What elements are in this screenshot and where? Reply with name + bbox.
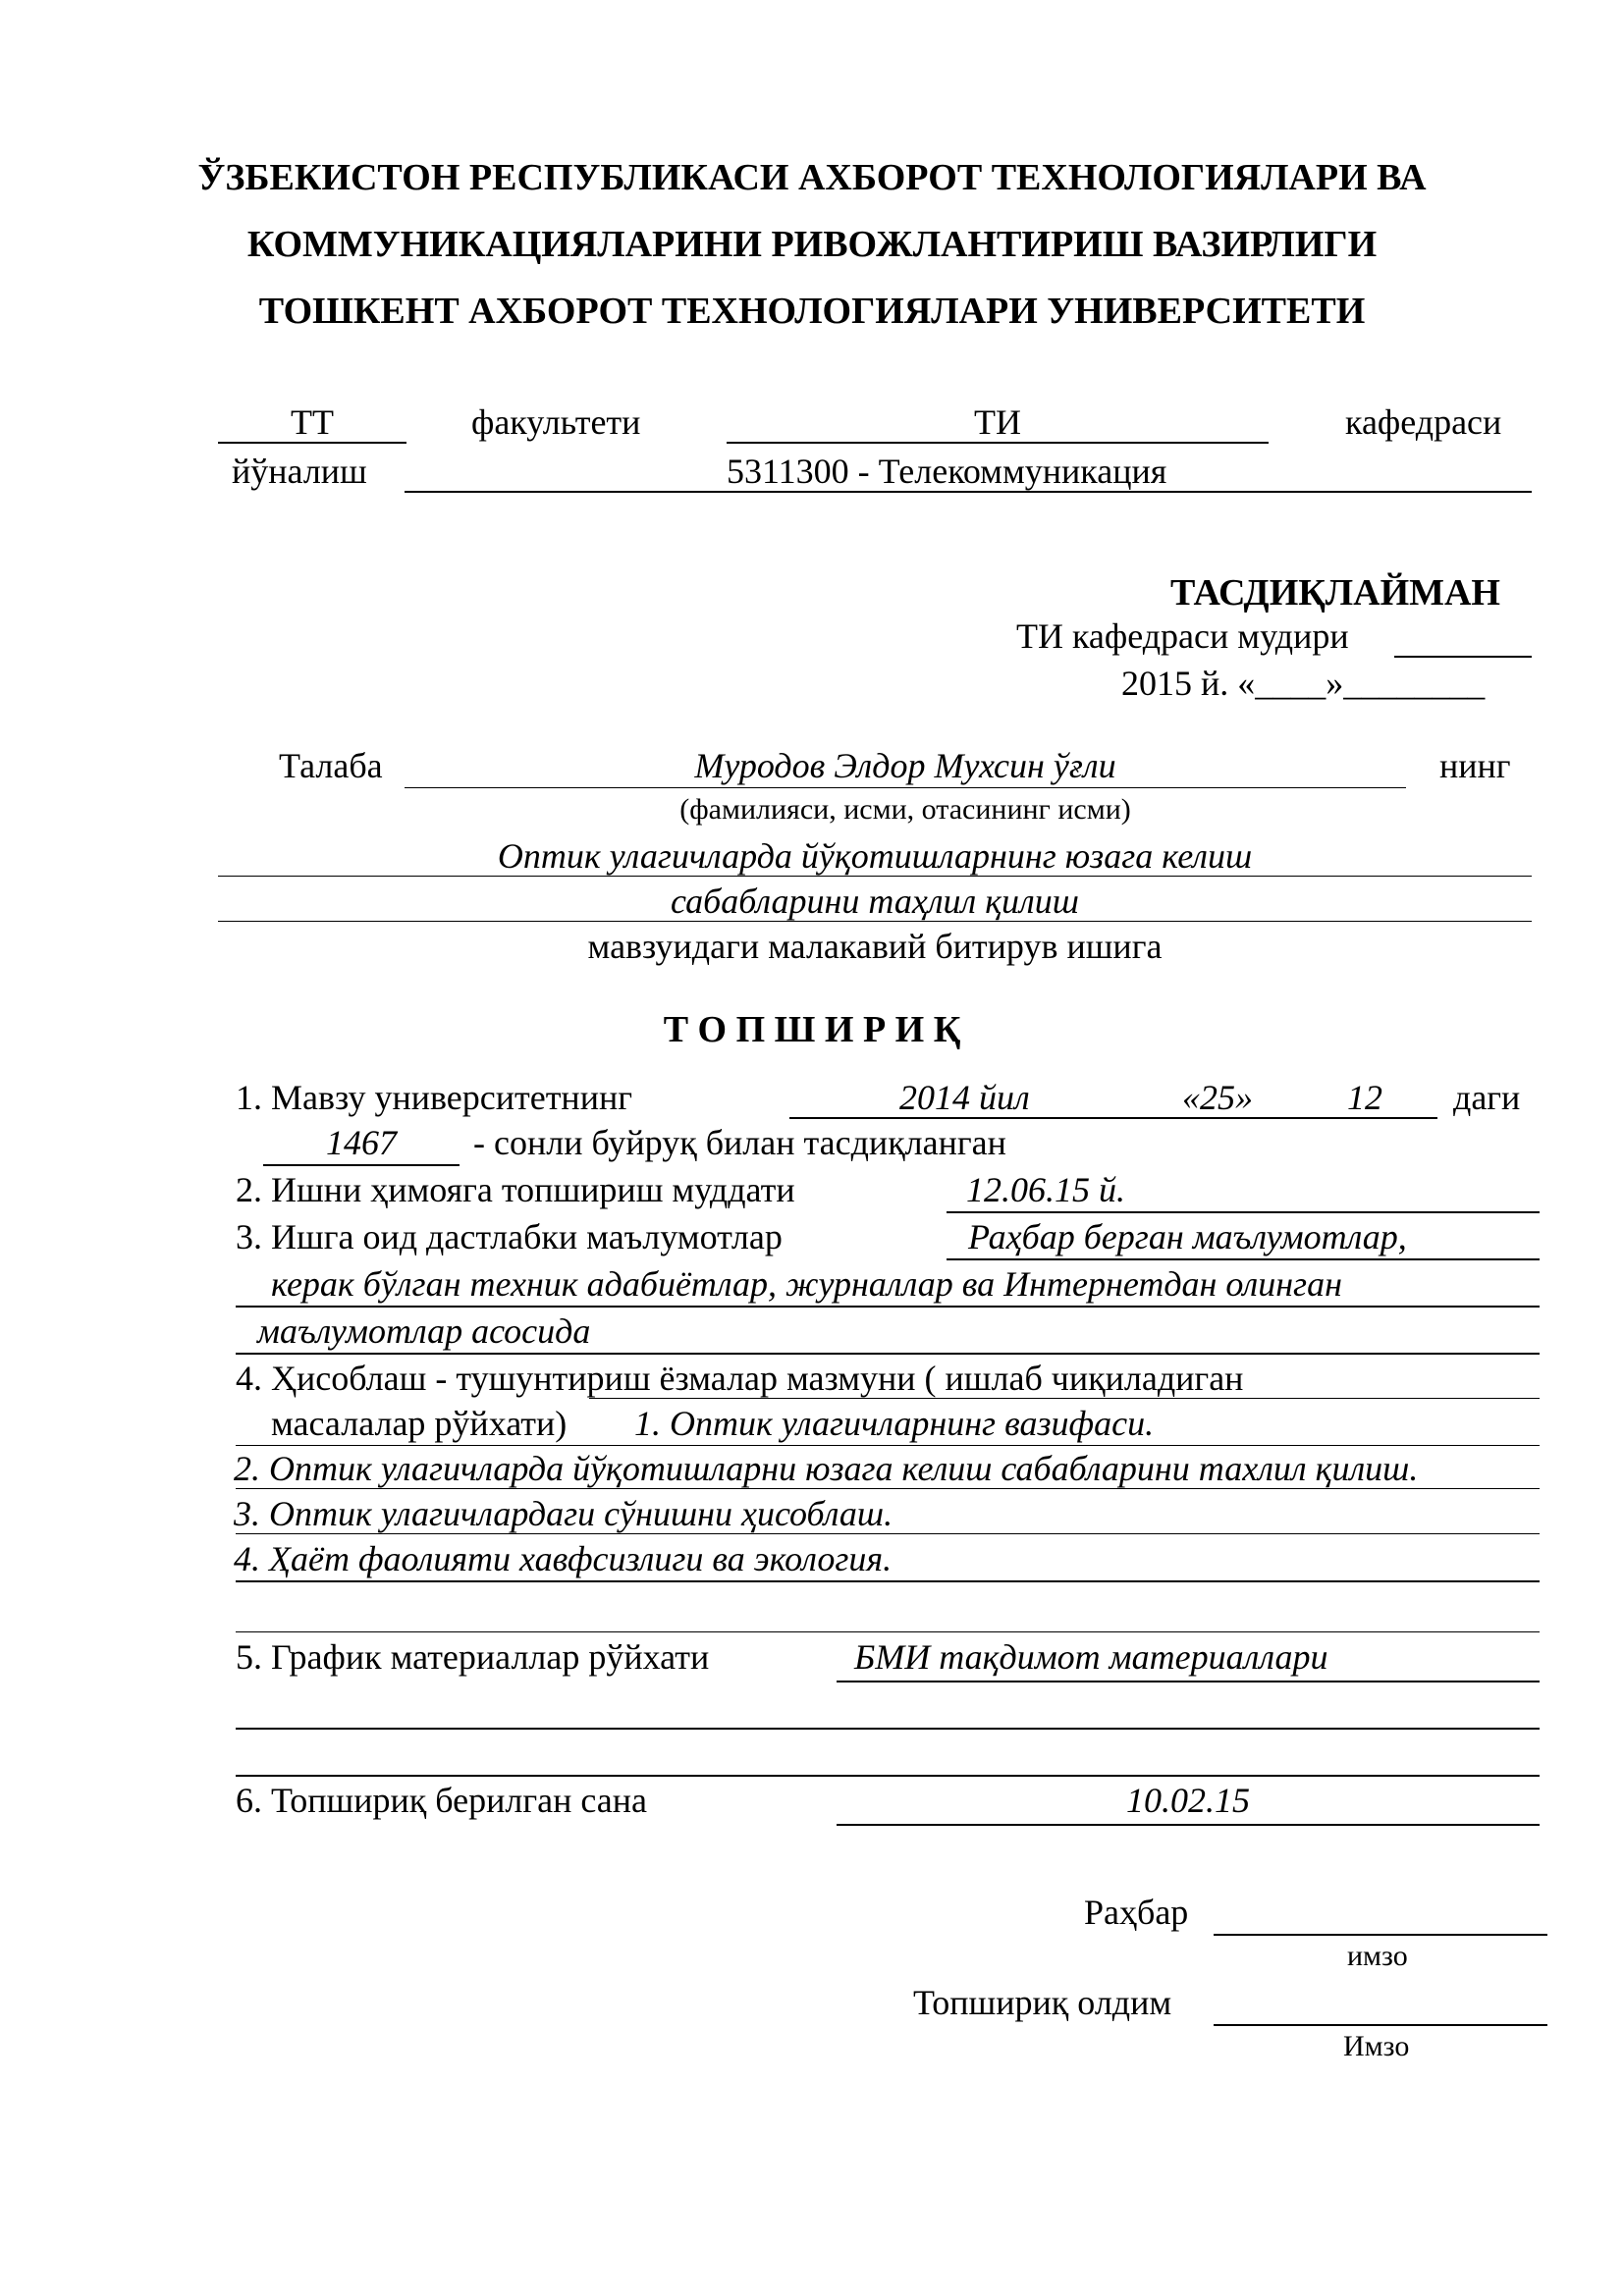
item5-blank-line-1 bbox=[236, 1728, 1540, 1730]
received-caption: Имзо bbox=[1343, 2030, 1410, 2062]
header-line-2: КОММУНИКАЦИЯЛАРИНИ РИВОЖЛАНТИРИШ ВАЗИРЛИГИ bbox=[246, 224, 1378, 265]
department-underline bbox=[727, 442, 1269, 444]
approval-title: ТАСДИҚЛАЙМАН bbox=[1170, 572, 1500, 614]
item3-line3-underline bbox=[236, 1353, 1540, 1355]
item4-task3: 3. Оптик улагичлардаги сўнишни ҳисоблаш. bbox=[234, 1494, 893, 1533]
header-line-1: ЎЗБЕКИСТОН РЕСПУБЛИКАСИ АХБОРОТ ТЕХНОЛОГИЯЛАРИ ВА bbox=[197, 157, 1427, 198]
item4-task2: 2. Оптик улагичларда йўқотишларни юзага келиш сабабларини тахлил қилиш. bbox=[234, 1449, 1419, 1488]
item3-label: 3. Ишга оид дастлабки маълумотлар bbox=[236, 1217, 783, 1256]
item1-month: 12 bbox=[1347, 1078, 1382, 1117]
item4-task4: 4. Ҳаёт фаолияти хавфсизлиги ва экология. bbox=[234, 1539, 893, 1578]
task-title: Т О П Ш И Р И Қ bbox=[663, 1009, 961, 1050]
item6-label: 6. Топшириқ берилган сана bbox=[236, 1781, 647, 1820]
received-signature-line bbox=[1214, 2024, 1547, 2026]
item4-task4-underline bbox=[236, 1580, 1540, 1582]
item2-label: 2. Ишни ҳимояга топшириш муддати bbox=[236, 1170, 795, 1209]
direction-underline bbox=[405, 491, 1532, 493]
approval-date: 2015 й. «____»________ bbox=[1121, 664, 1486, 703]
item5-blank-line-2 bbox=[236, 1775, 1540, 1777]
supervisor-signature-line bbox=[1214, 1934, 1547, 1936]
item4-task1-underline bbox=[236, 1445, 1540, 1446]
item3-line2-underline bbox=[236, 1306, 1540, 1308]
item2-underline bbox=[947, 1211, 1540, 1213]
approval-signature-line bbox=[1394, 656, 1532, 658]
item5-label: 5. График материаллар рўйхати bbox=[236, 1637, 710, 1677]
item3-value: Раҳбар берган маълумотлар, bbox=[968, 1217, 1407, 1256]
item4-task1: 1. Оптик улагичларнинг вазифаси. bbox=[634, 1404, 1155, 1443]
topic-line-1: Оптик улагичларда йўқотишларнинг юзага келиш bbox=[497, 836, 1253, 876]
item1-label: 1. Мавзу университетнинг bbox=[236, 1078, 632, 1117]
student-name: Муродов Элдор Мухсин ўғли bbox=[694, 746, 1116, 785]
received-label: Топшириқ олдим bbox=[913, 1983, 1172, 2022]
header-line-3: ТОШКЕНТ АХБОРОТ ТЕХНОЛОГИЯЛАРИ УНИВЕРСИТЕТИ bbox=[258, 291, 1366, 332]
item1-text2: - сонли буйруқ билан тасдиқланган bbox=[473, 1123, 1006, 1162]
student-suffix: нинг bbox=[1439, 746, 1511, 785]
topic-line-2: сабабларини таҳлил қилиш bbox=[671, 881, 1079, 921]
item1-suffix: даги bbox=[1453, 1078, 1521, 1117]
topic-suffix: мавзуидаги малакавий битирув ишига bbox=[587, 927, 1163, 966]
item1-order: 1467 bbox=[326, 1123, 397, 1162]
item3-underline bbox=[947, 1258, 1540, 1260]
student-caption: (фамилияси, исми, отасининг исми) bbox=[679, 793, 1131, 826]
item1-order-underline bbox=[263, 1164, 460, 1166]
item1-year: 2014 йил bbox=[899, 1078, 1030, 1117]
student-label: Талаба bbox=[279, 746, 383, 785]
item1-date-underline bbox=[789, 1117, 1437, 1119]
topic-line-1-underline bbox=[218, 876, 1532, 877]
item4-blank-line bbox=[236, 1631, 1540, 1632]
approval-head-label: ТИ кафедраси мудири bbox=[1016, 616, 1349, 656]
direction-value: 5311300 - Телекоммуникация bbox=[727, 452, 1167, 491]
faculty-label: факультети bbox=[471, 402, 641, 442]
item6-value: 10.02.15 bbox=[1126, 1781, 1250, 1820]
item4-line1-underline bbox=[589, 1398, 1540, 1399]
supervisor-label: Раҳбар bbox=[1084, 1893, 1189, 1932]
student-name-underline bbox=[405, 787, 1406, 788]
department-label: кафедраси bbox=[1345, 402, 1502, 442]
supervisor-caption: имзо bbox=[1347, 1940, 1408, 1972]
item5-value: БМИ тақдимот материаллари bbox=[854, 1637, 1328, 1677]
faculty-value: ТТ bbox=[291, 402, 334, 442]
item4-task3-underline bbox=[236, 1533, 1540, 1534]
topic-line-2-underline bbox=[218, 921, 1532, 922]
department-value: ТИ bbox=[974, 402, 1021, 442]
item3-line2: керак бўлган техник адабиётлар, журналлар ва Интернетдан олинган bbox=[271, 1264, 1342, 1304]
item1-day: «25» bbox=[1182, 1078, 1253, 1117]
item4-task2-underline bbox=[236, 1488, 1540, 1489]
direction-label: йўналиш bbox=[232, 452, 367, 491]
item2-value: 12.06.15 й. bbox=[966, 1170, 1125, 1209]
item4-line1: 4. Ҳисоблаш - тушунтириш ёзмалар мазмуни ( ишлаб чиқиладиган bbox=[236, 1359, 1244, 1398]
item5-underline bbox=[837, 1681, 1540, 1682]
item6-underline bbox=[837, 1824, 1540, 1826]
item4-line2: масалалар рўйхати) bbox=[271, 1404, 568, 1443]
faculty-underline bbox=[218, 442, 406, 444]
item3-line3: маълумотлар асосида bbox=[257, 1311, 591, 1351]
